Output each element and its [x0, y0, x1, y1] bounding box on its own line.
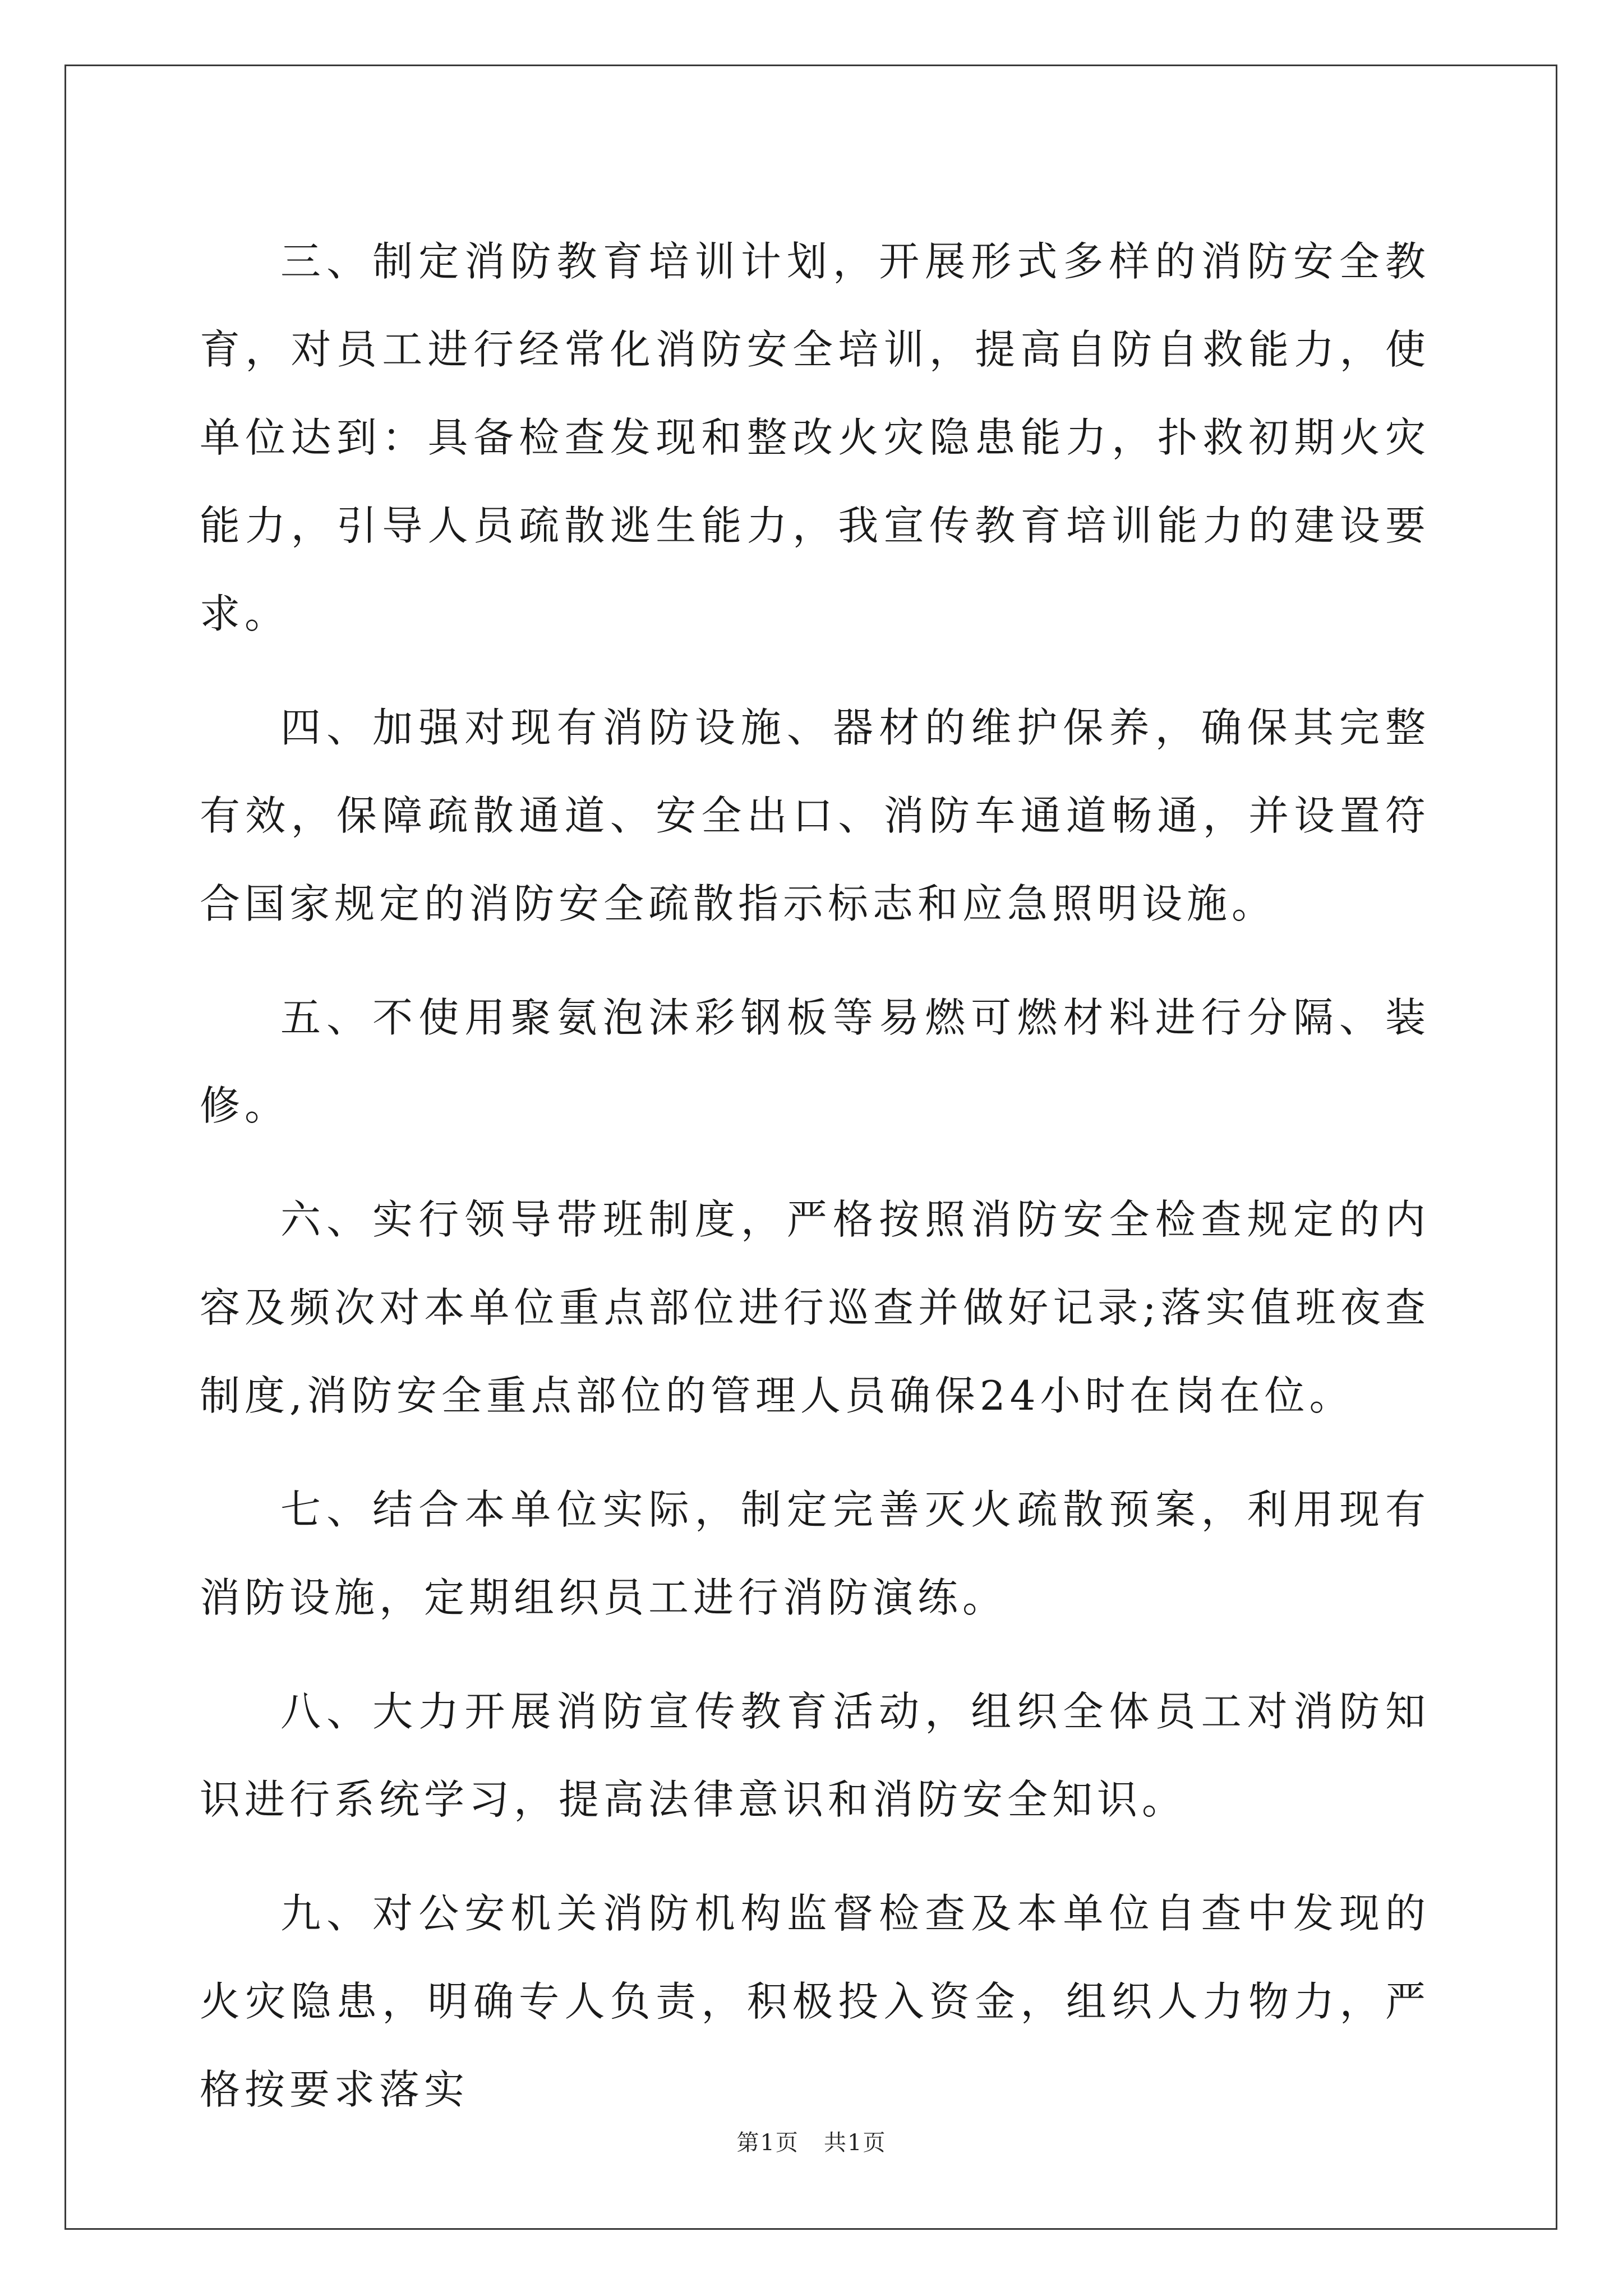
document-body	[200, 218, 1430, 2113]
paragraph-4: 四、加强对现有消防设施、器材的维护保养，确保其完整有效，保障疏散通道、安全出口、消防车通道畅通，并设置符合国家规定的消防安全疏散指示标志和应急照明设施。	[200, 704, 1430, 927]
page-number-footer: 第1页 共1页	[736, 2130, 887, 2156]
paragraph-3: 三、制定消防教育培训计划，开展形式多样的消防安全教育，对员工进行经常化消防安全培训，提高自防自救能力，使单位达到：具备检查发现和整改火灾隐患能力，扑救初期火灾能力，引导人员疏散逃生能力，我宣传教育培训能力的建设要求。	[200, 238, 1430, 637]
paragraph-9: 九、对公安机关消防机构监督检查及本单位自查中发现的火灾隐患，明确专人负责，积极投入资金，组织人力物力，严格按要求落实	[200, 1890, 1430, 2113]
paragraph-6: 六、实行领导带班制度，严格按照消防安全检查规定的内容及频次对本单位重点部位进行巡查并做好记录;落实值班夜查制度,消防安全重点部位的管理人员确保24小时在岗在位。	[200, 1196, 1430, 1419]
paragraph-5: 五、不使用聚氨泡沫彩钢板等易燃可燃材料进行分隔、装修。	[200, 994, 1430, 1129]
paragraph-8: 八、大力开展消防宣传教育活动，组织全体员工对消防知识进行系统学习，提高法律意识和消防安全知识。	[200, 1688, 1430, 1823]
paragraph-7: 七、结合本单位实际，制定完善灭火疏散预案，利用现有消防设施，定期组织员工进行消防演练。	[200, 1486, 1430, 1621]
